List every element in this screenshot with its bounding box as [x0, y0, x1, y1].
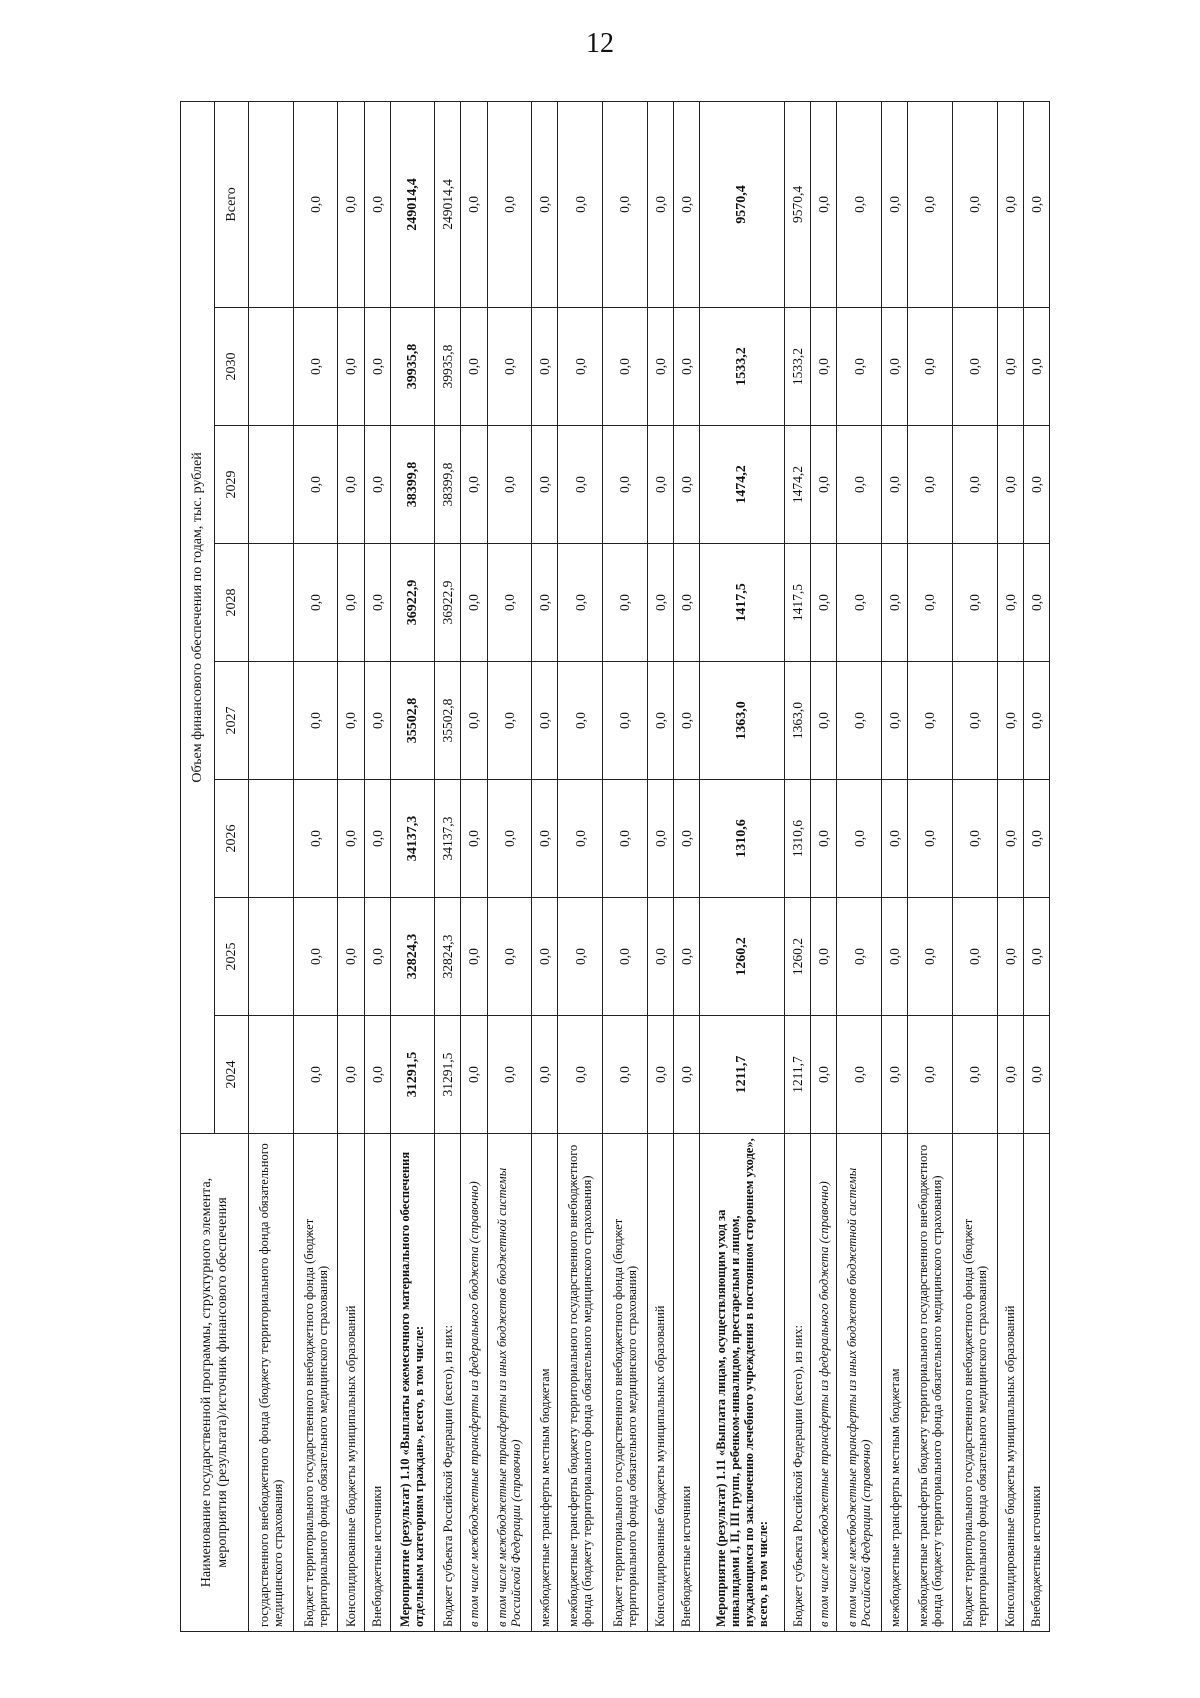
table-row [364, 101, 390, 1631]
value-cell: 0,0 [673, 544, 699, 662]
row-label: межбюджетные трансферты местным бюджетам [532, 1134, 558, 1632]
value-cell: 0,0 [338, 426, 364, 544]
value-cell: 0,0 [487, 662, 532, 780]
table-row [1023, 101, 1049, 1631]
table-row [837, 101, 882, 1631]
value-cell: 0,0 [338, 662, 364, 780]
value-cell [249, 1016, 294, 1134]
year-column-header: 2026 [215, 780, 249, 898]
value-cell: 0,0 [997, 898, 1023, 1016]
value-cell: 0,0 [461, 101, 487, 307]
year-column-header: 2025 [215, 898, 249, 1016]
value-cell: 0,0 [1023, 898, 1049, 1016]
value-cell: 0,0 [338, 780, 364, 898]
value-cell: 0,0 [603, 662, 648, 780]
value-cell: 249014,4 [435, 101, 461, 307]
row-label: в том числе межбюджетные трансферты из федерального бюджета (справочно) [461, 1134, 487, 1632]
table-row [603, 101, 648, 1631]
value-cell: 0,0 [603, 544, 648, 662]
row-label: в том числе межбюджетные трансферты из федерального бюджета (справочно) [811, 1134, 837, 1632]
table-row [952, 101, 997, 1631]
value-cell [249, 780, 294, 898]
table-row [673, 101, 699, 1631]
value-cell: 249014,4 [390, 101, 435, 307]
value-cell: 0,0 [532, 662, 558, 780]
row-label: межбюджетные трансферты местным бюджетам [882, 1134, 908, 1632]
value-cell: 0,0 [837, 426, 882, 544]
row-label: Внебюджетные источники [673, 1134, 699, 1632]
value-cell [249, 426, 294, 544]
value-cell: 0,0 [293, 426, 338, 544]
row-label: Бюджет субъекта Российской Федерации (всего), из них: [435, 1134, 461, 1632]
value-cell: 0,0 [673, 1016, 699, 1134]
table-row [908, 101, 953, 1631]
value-cell: 0,0 [487, 780, 532, 898]
value-cell: 1211,7 [785, 1016, 811, 1134]
row-label: межбюджетные трансферты бюджету территориального государственного внебюджетного фонда (бюджету территориального фонда обязательного медицинского страхования) [558, 1134, 603, 1632]
value-cell: 0,0 [811, 1016, 837, 1134]
value-cell: 9570,4 [785, 101, 811, 307]
value-cell: 0,0 [997, 101, 1023, 307]
table-row [997, 101, 1023, 1631]
value-cell: 39935,8 [435, 308, 461, 426]
value-cell: 1417,5 [785, 544, 811, 662]
value-cell: 0,0 [908, 426, 953, 544]
value-cell: 0,0 [338, 308, 364, 426]
value-cell: 0,0 [647, 1016, 673, 1134]
value-cell: 0,0 [811, 308, 837, 426]
value-cell: 0,0 [558, 101, 603, 307]
value-cell: 0,0 [558, 544, 603, 662]
table-row [785, 101, 811, 1631]
value-cell: 1533,2 [785, 308, 811, 426]
value-cell: 1363,0 [699, 662, 784, 780]
table-row [293, 101, 338, 1631]
table-row [558, 101, 603, 1631]
value-cell: 0,0 [487, 1016, 532, 1134]
value-cell: 0,0 [882, 898, 908, 1016]
value-cell: 0,0 [603, 101, 648, 307]
value-cell: 0,0 [603, 308, 648, 426]
value-cell: 0,0 [558, 308, 603, 426]
value-cell: 34137,3 [435, 780, 461, 898]
value-cell: 0,0 [1023, 308, 1049, 426]
year-column-header: 2024 [215, 1016, 249, 1134]
value-cell [249, 898, 294, 1016]
row-label: в том числе межбюджетные трансферты из иных бюджетов бюджетной системы Российской Федерации (справочно) [837, 1134, 882, 1632]
value-cell: 0,0 [952, 780, 997, 898]
value-cell: 0,0 [532, 898, 558, 1016]
value-cell: 1310,6 [785, 780, 811, 898]
value-cell: 0,0 [647, 780, 673, 898]
value-cell: 0,0 [673, 898, 699, 1016]
value-cell: 0,0 [487, 898, 532, 1016]
value-cell: 0,0 [364, 426, 390, 544]
value-cell: 0,0 [532, 1016, 558, 1134]
row-label: Внебюджетные источники [364, 1134, 390, 1632]
value-cell: 0,0 [487, 544, 532, 662]
value-cell: 0,0 [461, 780, 487, 898]
value-cell: 0,0 [882, 308, 908, 426]
value-cell: 0,0 [997, 1016, 1023, 1134]
value-cell: 0,0 [532, 101, 558, 307]
value-cell: 0,0 [558, 662, 603, 780]
value-cell: 0,0 [908, 898, 953, 1016]
value-cell: 39935,8 [390, 308, 435, 426]
row-label: государственного внебюджетного фонда (бюджету территориального фонда обязательного медицинского страхования) [249, 1134, 294, 1632]
value-cell: 0,0 [647, 101, 673, 307]
value-cell: 0,0 [603, 1016, 648, 1134]
value-cell: 0,0 [364, 544, 390, 662]
value-cell: 1310,6 [699, 780, 784, 898]
value-cell: 0,0 [952, 426, 997, 544]
value-cell: 38399,8 [435, 426, 461, 544]
row-label: Бюджет субъекта Российской Федерации (всего), из них: [785, 1134, 811, 1632]
value-cell: 0,0 [364, 1016, 390, 1134]
value-cell: 0,0 [952, 898, 997, 1016]
value-cell: 1260,2 [785, 898, 811, 1016]
value-cell: 0,0 [837, 662, 882, 780]
value-cell: 0,0 [293, 308, 338, 426]
value-cell: 0,0 [558, 898, 603, 1016]
value-cell: 0,0 [338, 898, 364, 1016]
value-cell: 0,0 [364, 898, 390, 1016]
value-cell: 0,0 [908, 780, 953, 898]
table-row [390, 101, 435, 1631]
value-cell: 0,0 [364, 780, 390, 898]
value-cell: 0,0 [293, 101, 338, 307]
value-cell: 0,0 [487, 426, 532, 544]
value-cell: 36922,9 [435, 544, 461, 662]
value-cell: 0,0 [532, 426, 558, 544]
value-cell: 0,0 [952, 544, 997, 662]
value-cell: 0,0 [882, 780, 908, 898]
table-row [487, 101, 532, 1631]
value-cell: 38399,8 [390, 426, 435, 544]
value-cell: 0,0 [811, 426, 837, 544]
value-cell: 0,0 [461, 898, 487, 1016]
value-cell: 0,0 [673, 780, 699, 898]
value-cell: 0,0 [338, 101, 364, 307]
value-cell: 0,0 [882, 662, 908, 780]
table-row [699, 101, 784, 1631]
value-cell: 0,0 [293, 544, 338, 662]
value-cell: 0,0 [603, 780, 648, 898]
value-cell: 0,0 [532, 544, 558, 662]
row-label: в том числе межбюджетные трансферты из иных бюджетов бюджетной системы Российской Федерации (справочно) [487, 1134, 532, 1632]
value-cell: 31291,5 [390, 1016, 435, 1134]
value-cell: 0,0 [1023, 426, 1049, 544]
value-cell: 0,0 [908, 662, 953, 780]
value-cell: 1260,2 [699, 898, 784, 1016]
value-cell: 0,0 [811, 780, 837, 898]
value-cell: 0,0 [811, 662, 837, 780]
value-cell: 0,0 [908, 544, 953, 662]
year-column-header: 2027 [215, 662, 249, 780]
value-cell: 0,0 [811, 898, 837, 1016]
value-cell: 0,0 [558, 426, 603, 544]
value-cell [249, 662, 294, 780]
value-cell: 35502,8 [435, 662, 461, 780]
value-cell: 0,0 [532, 308, 558, 426]
row-label: Мероприятие (результат) 1.11 «Выплата лицам, осуществляющим уход за инвалидами I, II, III групп, ребенком-инвалидом, престарелым и лицом, нуждающимся по заключению лечебного учреждения в постоянном стороннем уходе», всего, в том числе: [699, 1134, 784, 1632]
value-cell: 0,0 [461, 662, 487, 780]
row-label: Консолидированные бюджеты муниципальных образований [338, 1134, 364, 1632]
value-cell: 0,0 [673, 101, 699, 307]
value-cell: 0,0 [461, 308, 487, 426]
value-cell: 0,0 [461, 544, 487, 662]
value-cell: 1417,5 [699, 544, 784, 662]
year-column-header: Всего [215, 101, 249, 307]
value-cell: 0,0 [1023, 1016, 1049, 1134]
table-row [647, 101, 673, 1631]
value-cell: 0,0 [997, 662, 1023, 780]
value-cell: 0,0 [811, 101, 837, 307]
value-cell: 0,0 [293, 662, 338, 780]
table-row [882, 101, 908, 1631]
value-cell: 0,0 [837, 308, 882, 426]
table-row [435, 101, 461, 1631]
value-cell: 0,0 [603, 898, 648, 1016]
page-number: 12 [586, 28, 614, 59]
row-label: Внебюджетные источники [1023, 1134, 1049, 1632]
value-cell [249, 544, 294, 662]
value-cell: 0,0 [293, 898, 338, 1016]
value-cell: 0,0 [647, 544, 673, 662]
value-cell: 0,0 [952, 1016, 997, 1134]
value-cell: 0,0 [364, 662, 390, 780]
row-label: Бюджет территориального государственного внебюджетного фонда (бюджет территориального фонда обязательного медицинского страхования) [603, 1134, 648, 1632]
value-cell: 0,0 [647, 426, 673, 544]
year-column-header: 2030 [215, 308, 249, 426]
value-cell: 0,0 [882, 101, 908, 307]
value-cell: 32824,3 [390, 898, 435, 1016]
funding-group-header: Объем финансового обеспечения по годам, тыс. рублей [181, 101, 215, 1133]
value-cell: 0,0 [293, 780, 338, 898]
value-cell: 0,0 [882, 544, 908, 662]
table-row [811, 101, 837, 1631]
value-cell: 0,0 [647, 308, 673, 426]
value-cell: 0,0 [461, 1016, 487, 1134]
row-label: Бюджет территориального государственного внебюджетного фонда (бюджет территориального фонда обязательного медицинского страхования) [952, 1134, 997, 1632]
value-cell: 0,0 [673, 662, 699, 780]
value-cell: 1474,2 [785, 426, 811, 544]
value-cell: 0,0 [647, 662, 673, 780]
value-cell: 0,0 [1023, 101, 1049, 307]
row-label: Консолидированные бюджеты муниципальных образований [997, 1134, 1023, 1632]
value-cell: 0,0 [811, 544, 837, 662]
value-cell: 0,0 [364, 308, 390, 426]
table-row [532, 101, 558, 1631]
rotated-table-container [180, 102, 1050, 1632]
row-label: Бюджет территориального государственного внебюджетного фонда (бюджет территориального фонда обязательного медицинского страхования) [293, 1134, 338, 1632]
value-cell: 0,0 [1023, 662, 1049, 780]
value-cell: 0,0 [837, 898, 882, 1016]
value-cell: 0,0 [837, 780, 882, 898]
value-cell: 0,0 [908, 101, 953, 307]
value-cell: 9570,4 [699, 101, 784, 307]
value-cell: 0,0 [338, 1016, 364, 1134]
value-cell: 36922,9 [390, 544, 435, 662]
value-cell: 34137,3 [390, 780, 435, 898]
value-cell: 0,0 [487, 308, 532, 426]
value-cell: 0,0 [461, 426, 487, 544]
value-cell: 0,0 [558, 1016, 603, 1134]
value-cell: 0,0 [997, 780, 1023, 898]
value-cell: 32824,3 [435, 898, 461, 1016]
value-cell: 0,0 [882, 426, 908, 544]
value-cell: 0,0 [837, 544, 882, 662]
value-cell: 31291,5 [435, 1016, 461, 1134]
value-cell: 0,0 [882, 1016, 908, 1134]
funding-table [180, 101, 1050, 1632]
value-cell: 0,0 [952, 308, 997, 426]
value-cell: 0,0 [837, 1016, 882, 1134]
row-label: Мероприятие (результат) 1.10 «Выплаты ежемесячного материального обеспечения отдельным категориям граждан», всего, в том числе: [390, 1134, 435, 1632]
table-row [338, 101, 364, 1631]
value-cell: 0,0 [293, 1016, 338, 1134]
value-cell: 0,0 [532, 780, 558, 898]
name-column-header: Наименование государственной программы, структурного элемента, мероприятия (результата)/источник финансового обеспечения [181, 1134, 249, 1632]
value-cell: 0,0 [908, 1016, 953, 1134]
value-cell: 0,0 [673, 426, 699, 544]
value-cell: 1474,2 [699, 426, 784, 544]
value-cell: 1363,0 [785, 662, 811, 780]
value-cell: 0,0 [908, 308, 953, 426]
value-cell: 0,0 [603, 426, 648, 544]
value-cell: 0,0 [338, 544, 364, 662]
value-cell: 0,0 [997, 544, 1023, 662]
value-cell: 0,0 [1023, 780, 1049, 898]
value-cell: 0,0 [997, 308, 1023, 426]
value-cell [249, 308, 294, 426]
value-cell: 0,0 [837, 101, 882, 307]
table-row [249, 101, 294, 1631]
row-label: Консолидированные бюджеты муниципальных образований [647, 1134, 673, 1632]
table-row [461, 101, 487, 1631]
value-cell: 1533,2 [699, 308, 784, 426]
value-cell: 0,0 [997, 426, 1023, 544]
row-label: межбюджетные трансферты бюджету территориального государственного внебюджетного фонда (бюджету территориального фонда обязательного медицинского страхования) [908, 1134, 953, 1632]
year-column-header: 2028 [215, 544, 249, 662]
value-cell: 0,0 [952, 662, 997, 780]
year-column-header: 2029 [215, 426, 249, 544]
value-cell: 0,0 [647, 898, 673, 1016]
value-cell: 1211,7 [699, 1016, 784, 1134]
value-cell [249, 101, 294, 307]
value-cell: 35502,8 [390, 662, 435, 780]
value-cell: 0,0 [487, 101, 532, 307]
value-cell: 0,0 [673, 308, 699, 426]
value-cell: 0,0 [952, 101, 997, 307]
value-cell: 0,0 [558, 780, 603, 898]
value-cell: 0,0 [364, 101, 390, 307]
value-cell: 0,0 [1023, 544, 1049, 662]
